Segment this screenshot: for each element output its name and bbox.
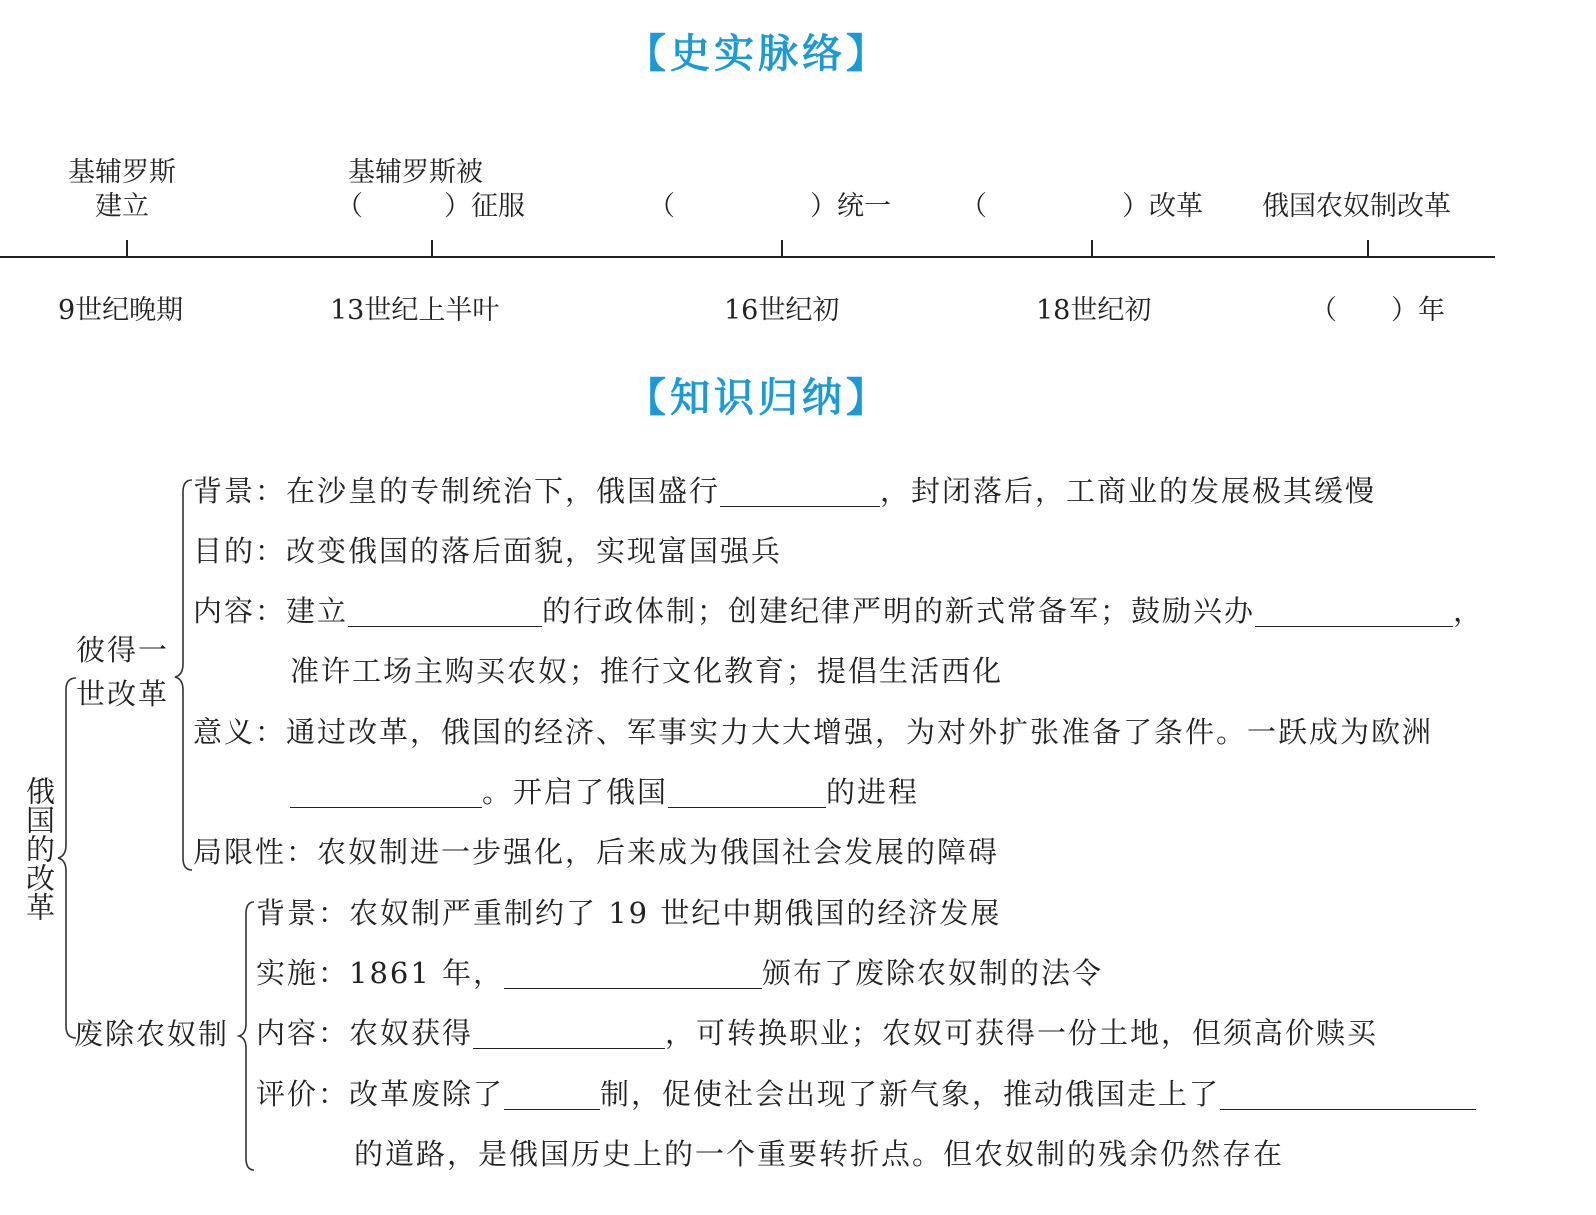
answer-blank[interactable] — [504, 1079, 600, 1110]
serf-evaluation: 评价：改革废除了 制，促使社会出现了新气象，推动俄国走上了 — [256, 1074, 1476, 1114]
timeline-date: 13世纪上半叶 — [330, 295, 500, 326]
timeline-event-line1: 基辅罗斯被 — [348, 157, 483, 188]
root-brace — [58, 678, 76, 1038]
root-label-text: 俄国的改革 — [22, 776, 56, 921]
peter-content: 内容：建立 的行政体制；创建纪律严明的新式常备军；鼓励兴办 ， — [193, 594, 1485, 628]
timeline-event-line2: 建立 — [95, 191, 149, 222]
answer-blank[interactable] — [720, 476, 880, 507]
timeline-event-line2: （ ）征服 — [336, 191, 525, 222]
answer-blank[interactable] — [668, 777, 826, 808]
peter-aim: 目的：改变俄国的落后面貌，实现富国强兵 — [193, 534, 783, 568]
timeline-event-line2: （ ）改革 — [960, 191, 1203, 222]
answer-blank[interactable] — [1220, 1079, 1476, 1110]
serf-evaluation-cont: 的道路，是俄国历史上的一个重要转折点。但农奴制的残余仍然存在 — [354, 1137, 1285, 1171]
peter-meaning: 意义：通过改革，俄国的经济、军事实力大大增强，为对外扩张准备了条件。一跃成为欧洲 — [193, 715, 1434, 749]
timeline-event-line1: 基辅罗斯 — [68, 157, 176, 188]
answer-blank[interactable] — [473, 1018, 665, 1049]
answer-blank[interactable] — [348, 596, 542, 627]
serf-background: 背景：农奴制严重制约了 19 世纪中期俄国的经济发展 — [256, 896, 1002, 930]
timeline-date: 18世纪初 — [1036, 295, 1152, 326]
peter-brace — [175, 480, 192, 870]
peter-limitation: 局限性：农奴制进一步强化，后来成为俄国社会发展的障碍 — [193, 835, 1000, 869]
section-title-summary: 【知识归纳】 — [626, 375, 890, 421]
answer-blank[interactable] — [1255, 596, 1453, 627]
serf-label: 废除农奴制 — [74, 1017, 230, 1051]
timeline-date: 16世纪初 — [724, 295, 840, 326]
section-title-history: 【史实脉络】 — [626, 31, 890, 77]
timeline-date: 9世纪晚期 — [58, 295, 184, 326]
timeline-date: （ ）年 — [1310, 295, 1445, 326]
serf-brace — [239, 902, 254, 1170]
peter-background: 背景：在沙皇的专制统治下，俄国盛行 ，封闭落后，工商业的发展极其缓慢 — [193, 474, 1377, 508]
answer-blank[interactable] — [290, 777, 482, 808]
answer-blank[interactable] — [504, 958, 762, 989]
root-label — [22, 776, 56, 927]
serf-implementation: 实施：1861 年， 颁布了废除农奴制的法令 — [256, 956, 1104, 990]
peter-content-cont: 准许工场主购买农奴；推行文化教育；提倡生活西化 — [290, 654, 1004, 688]
timeline-event-line2: 俄国农奴制改革 — [1262, 191, 1451, 222]
timeline-event-line2: （ ）统一 — [648, 191, 891, 222]
peter-label-2: 世改革 — [76, 677, 170, 711]
peter-label-1: 彼得一 — [76, 633, 170, 667]
serf-content: 内容：农奴获得 ，可转换职业；农奴可获得一份土地，但须高价赎买 — [256, 1016, 1379, 1050]
peter-meaning-cont: 。开启了俄国 的进程 — [290, 772, 919, 812]
